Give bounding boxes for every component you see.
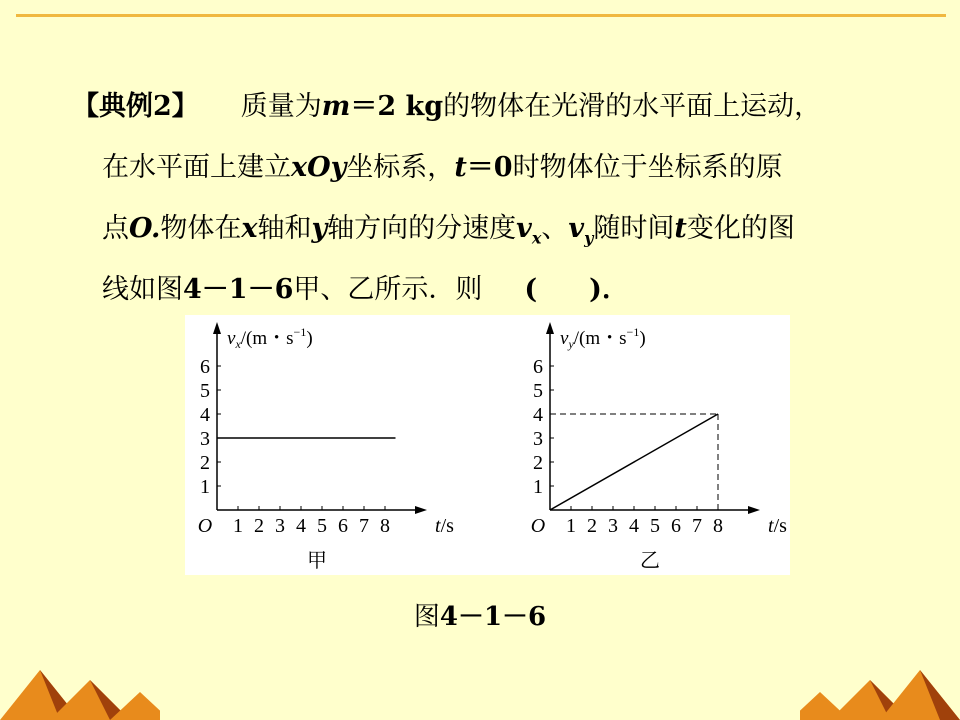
answer-paren-open: ( — [524, 274, 538, 305]
x-tick-label: 6 — [338, 515, 348, 537]
problem-line-3 — [102, 215, 795, 246]
problem-line-4 — [102, 276, 629, 303]
var-y: y — [311, 213, 328, 244]
text-segment: 轴方向的分速度 — [327, 213, 517, 244]
text-segment: 物体在 — [160, 213, 242, 244]
origin-label: O — [197, 515, 213, 537]
text-segment: 点 — [102, 213, 129, 244]
corner-decoration-right — [800, 660, 960, 720]
top-accent-line — [16, 14, 946, 17]
panel-label: 甲 — [307, 550, 327, 572]
y-tick-label: 1 — [200, 476, 210, 498]
y-tick-label: 4 — [533, 404, 543, 426]
text-segment: 的物体在光滑的水平面上运动， — [443, 91, 822, 122]
answer-paren-close: ) — [589, 274, 602, 305]
x-tick-label: 4 — [629, 515, 639, 537]
x-tick-label: 1 — [233, 515, 243, 537]
text-segment: 坐标系， — [346, 152, 455, 183]
x-tick-label: 8 — [380, 515, 390, 537]
figure-ref: 4－1－6 — [183, 274, 294, 305]
var-xoy: xOy — [291, 152, 347, 183]
var-t: t — [454, 152, 467, 183]
caption-number: 4－1－6 — [439, 602, 547, 632]
y-tick-label: 2 — [200, 452, 210, 474]
y-tick-label: 3 — [533, 428, 543, 450]
x-axis-arrow — [748, 506, 760, 514]
text-segment: 甲、乙所示．则 — [293, 274, 483, 305]
text-segment: ＝ — [350, 91, 378, 122]
y-tick-label: 3 — [200, 428, 210, 450]
x-tick-label: 5 — [317, 515, 327, 537]
text-segment: ． — [601, 274, 629, 305]
mass-value: 2 kg — [377, 91, 444, 122]
x-tick-label: 5 — [650, 515, 660, 537]
x-tick-label: 6 — [671, 515, 681, 537]
time-value: 0 — [493, 152, 513, 183]
problem-line-2 — [102, 154, 783, 181]
series-line — [550, 414, 718, 510]
y-tick-label: 6 — [533, 356, 543, 378]
caption-prefix: 图 — [413, 602, 440, 632]
y-tick-label: 4 — [200, 404, 210, 426]
x-tick-label: 1 — [566, 515, 576, 537]
y-tick-label: 5 — [200, 380, 210, 402]
x-tick-label: 2 — [587, 515, 597, 537]
x-tick-label: 7 — [359, 515, 369, 537]
y-tick-label: 5 — [533, 380, 543, 402]
text-segment: 线如图 — [102, 274, 183, 305]
var-m: m — [321, 91, 351, 122]
figure-charts — [185, 315, 790, 575]
x-tick-label: 3 — [275, 515, 285, 537]
figure-panel — [185, 315, 790, 575]
y-axis-arrow — [546, 322, 554, 334]
text-segment: 轴和 — [257, 213, 312, 244]
problem-line-1 — [72, 93, 821, 120]
x-tick-label: 3 — [608, 515, 618, 537]
text-segment: 质量为 — [240, 91, 322, 122]
x-axis-arrow — [415, 506, 427, 514]
origin-label: O — [530, 515, 546, 537]
x-axis-label: t/s — [768, 515, 787, 537]
subscript-y: y — [584, 228, 594, 248]
x-tick-label: 7 — [692, 515, 702, 537]
y-axis-label: $v_y/(m$・$s^{-1}$) — [560, 325, 646, 351]
text-segment: 时物体位于坐标系的原 — [512, 152, 783, 183]
panel-label: 乙 — [640, 550, 660, 572]
y-tick-label: 6 — [200, 356, 210, 378]
var-v: v — [516, 213, 532, 244]
x-tick-label: 2 — [254, 515, 264, 537]
text-segment: ＝ — [466, 152, 494, 183]
var-t: t — [674, 213, 687, 244]
corner-decoration-left — [0, 660, 160, 720]
var-v: v — [568, 213, 585, 244]
x-tick-label: 8 — [713, 515, 723, 537]
text-segment: 、 — [541, 213, 569, 244]
y-tick-label: 1 — [533, 476, 543, 498]
x-axis-label: t/s — [435, 515, 454, 537]
y-axis-arrow — [213, 322, 221, 334]
figure-caption — [0, 596, 960, 633]
text-segment: 变化的图 — [686, 213, 795, 244]
example-tag: 【典例2】 — [72, 91, 199, 122]
subscript-x: x — [531, 228, 542, 248]
y-tick-label: 2 — [533, 452, 543, 474]
x-tick-label: 4 — [296, 515, 306, 537]
var-x: x — [241, 213, 258, 244]
text-segment: 在水平面上建立 — [102, 152, 291, 183]
y-axis-label: $v_x/(m$・$s^{-1}$) — [227, 325, 313, 351]
var-o: O. — [129, 213, 161, 244]
text-segment: 随时间 — [593, 213, 675, 244]
